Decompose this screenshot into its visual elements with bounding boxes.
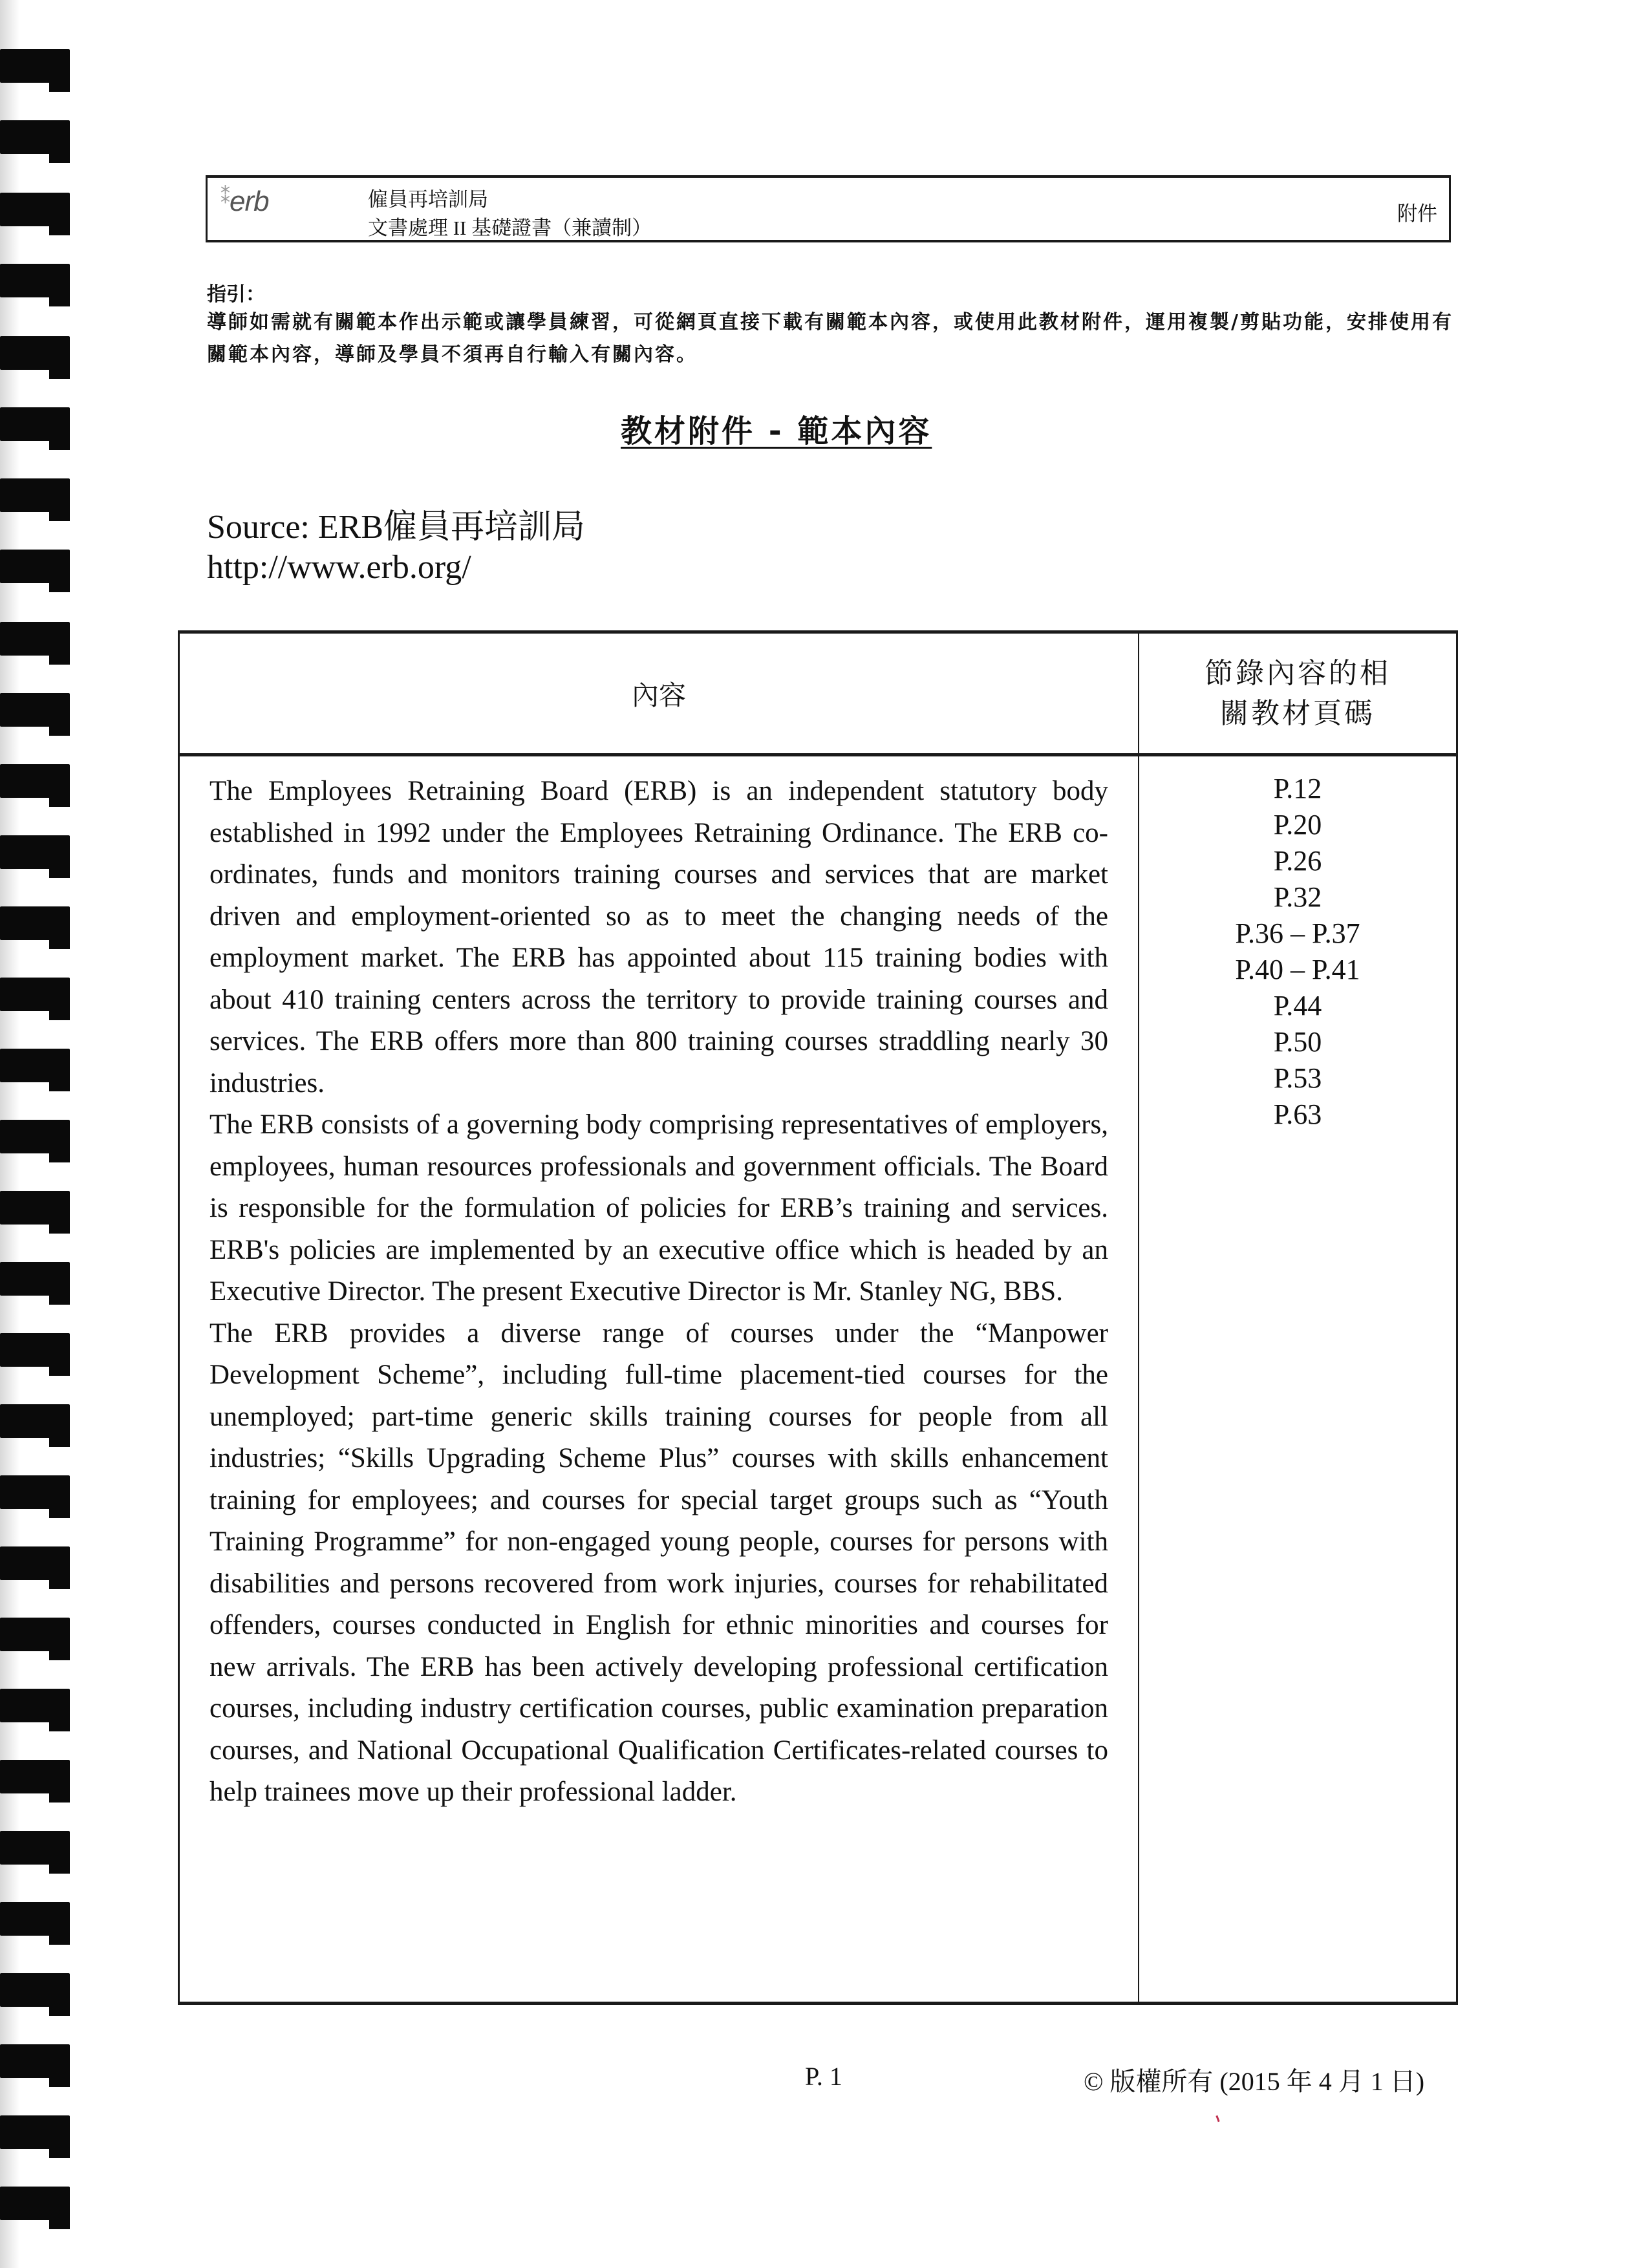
binding-comb <box>0 1049 70 1082</box>
page-ref: P.32 <box>1273 881 1322 913</box>
binding-comb <box>0 49 70 83</box>
binding-comb <box>0 1546 70 1580</box>
content-body <box>209 771 1108 1813</box>
binding-comb <box>0 978 70 1011</box>
binding-comb <box>0 1689 70 1722</box>
binding-comb <box>0 1831 70 1865</box>
header-content: 內容 <box>631 679 686 711</box>
scan-speck <box>1216 2115 1219 2122</box>
binding-comb <box>0 1902 70 1936</box>
page-ref: P.20 <box>1273 809 1322 840</box>
binding-comb <box>0 120 70 154</box>
binding-comb <box>0 1475 70 1509</box>
logo-mark-icon: ⁑ <box>220 186 230 208</box>
page-ref: P.63 <box>1273 1098 1322 1130</box>
header-pages <box>1139 634 1456 753</box>
binding-comb <box>0 478 70 512</box>
page-ref: P.40 – P.41 <box>1235 954 1360 985</box>
source-url: http://www.erb.org/ <box>207 549 471 586</box>
binding-comb <box>0 906 70 940</box>
attachment-label: 附件 <box>1397 202 1437 225</box>
page-references <box>1139 771 1456 1133</box>
guidance-text: 導師如需就有關範本作出示範或讓學員練習，可從網頁直接下載有關範本內容，或使用此教材附件，運用複製/剪貼功能，安排使用有關範本內容，導師及學員不須再自行輸入有關內容。 <box>207 311 1453 366</box>
binding-comb <box>0 1618 70 1651</box>
binding-comb <box>0 2115 70 2149</box>
binding-comb <box>0 1191 70 1225</box>
binding-comb <box>0 550 70 583</box>
erb-logo <box>220 186 269 218</box>
page-ref: P.50 <box>1273 1026 1322 1058</box>
page-title: 教材附件 - 範本內容 <box>621 413 932 449</box>
binding-comb <box>0 764 70 798</box>
binding-comb <box>0 1262 70 1296</box>
guidance-label: 指引： <box>207 283 265 306</box>
page-ref: P.12 <box>1273 773 1322 804</box>
binding-comb <box>0 622 70 656</box>
binding-comb <box>0 1760 70 1793</box>
paragraph: The ERB provides a diverse range of courses under the “Manpower Development Scheme”, including full-time placement-tied courses for the unemployed; part-time generic skills training courses for people from all industries; “Skills Upgrading Scheme Plus” courses with skills enhancement training for employees; and courses for special target groups such as “Youth Training Programme” for non-engaged young people, courses for persons with disabilities and persons recovered from work injuries, courses for rehabilitated offenders, courses conducted in English for ethnic minorities and courses for new arrivals. The ERB has been actively developing professional certification courses, including industry certification courses, public examination preparation courses, and National Occupational Qualification Certificates-related courses to help trainees move up their professional ladder. <box>209 1318 1108 1807</box>
header-pages-line2: 關教材頁碼 <box>1220 696 1375 730</box>
binding-comb <box>0 193 70 226</box>
course-name: 文書處理 II 基礎證書（兼讀制） <box>368 217 652 239</box>
binding-comb <box>0 1120 70 1153</box>
binding-comb <box>0 336 70 370</box>
header-divider <box>180 753 1456 756</box>
binding-comb <box>0 1404 70 1438</box>
org-name: 僱員再培訓局 <box>368 188 488 211</box>
paragraph: The ERB consists of a governing body comprising representatives of employers, employees, human resources professionals and government officials. The Board is responsible for the formulation of policies for ERB’s training and services. ERB's policies are implemented by an executive office which is headed by an Executive Director. The present Executive Director is Mr. Stanley NG, BBS. <box>209 1109 1108 1307</box>
binding-comb <box>0 2044 70 2078</box>
document-header <box>206 175 1451 242</box>
spiral-binding <box>0 0 91 2268</box>
copyright-notice: © 版權所有 (2015 年 4 月 1 日) <box>1084 2067 1425 2096</box>
page-ref: P.53 <box>1273 1062 1322 1094</box>
header-pages-line1: 節錄內容的相 <box>1205 656 1391 690</box>
page-ref: P.36 – P.37 <box>1235 917 1360 949</box>
binding-comb <box>0 1333 70 1367</box>
binding-comb <box>0 835 70 869</box>
binding-comb <box>0 264 70 297</box>
content-table <box>178 630 1458 2005</box>
logo-text: erb <box>230 186 269 217</box>
binding-comb <box>0 1973 70 2007</box>
page-ref: P.44 <box>1273 990 1322 1022</box>
binding-comb <box>0 2187 70 2220</box>
paragraph: The Employees Retraining Board (ERB) is an independent statutory body established in 1992 under the Employees Retraining Ordinance. The ERB co-ordinates, funds and monitors training courses and services that are market driven and employment-oriented so as to meet the changing needs of the employment market. The ERB has appointed about 115 training bodies with about 410 training centers across the territory to provide training courses and services. The ERB offers more than 800 training courses straddling nearly 30 industries. <box>209 776 1108 1098</box>
binding-comb <box>0 693 70 727</box>
page-number: P. 1 <box>805 2062 842 2091</box>
binding-comb <box>0 407 70 441</box>
source-label: Source: ERB僱員再培訓局 <box>207 509 585 546</box>
page-ref: P.26 <box>1273 845 1322 877</box>
